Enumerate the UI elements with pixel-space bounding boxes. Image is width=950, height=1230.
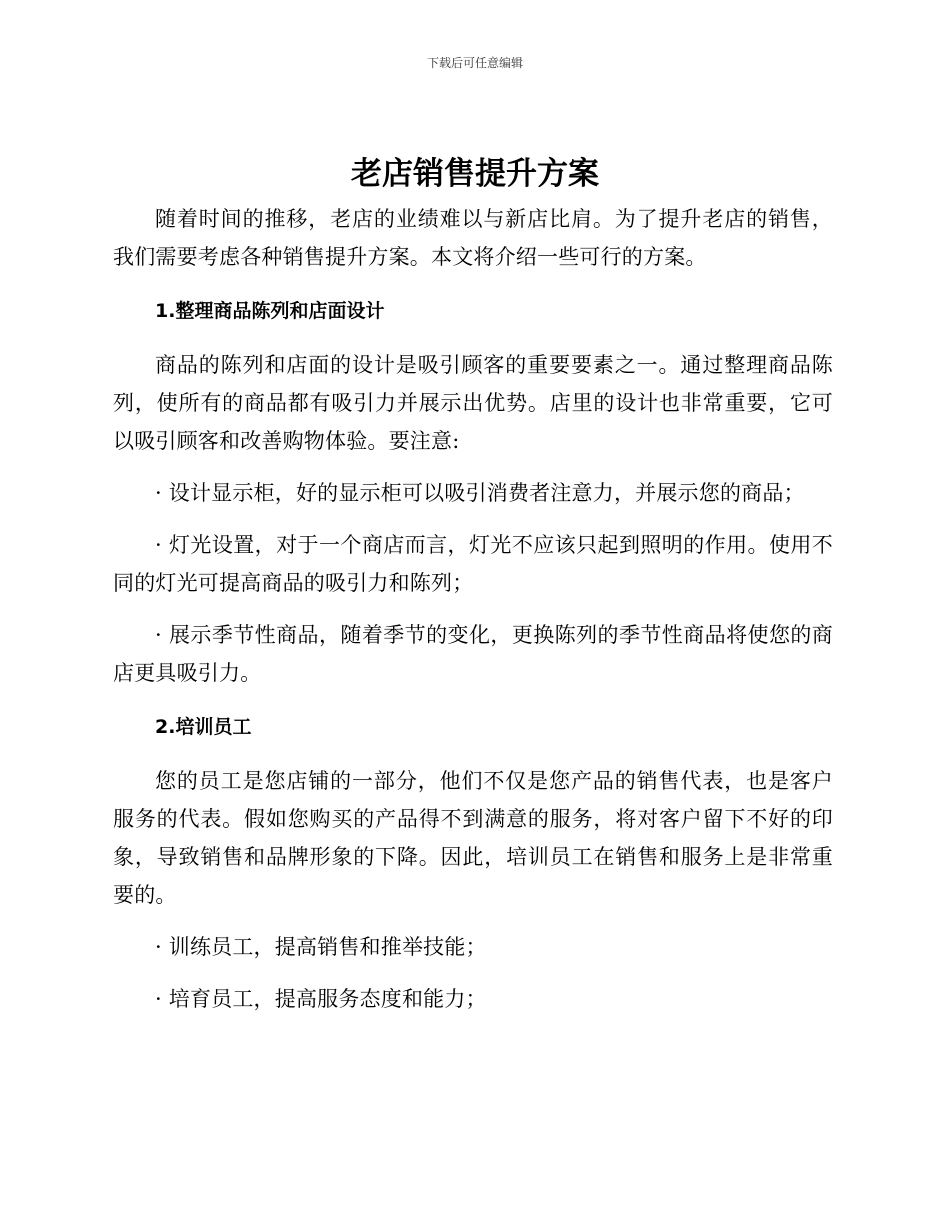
section-1-bullet: · 设计显示柜，好的显示柜可以吸引消费者注意力，并展示您的商品； [155, 481, 805, 505]
section-1-bullet: · 灯光设置，对于一个商店而言，灯光不应该只起到照明的作用。使用不同的灯光可提高商品的吸引力和陈列； [113, 533, 833, 595]
intro-paragraph: 随着时间的推移，老店的业绩难以与新店比肩。为了提升老店的销售，我们需要考虑各种销售提升方案。本文将介绍一些可行的方案。 [113, 207, 833, 269]
section-1-paragraph: 商品的陈列和店面的设计是吸引顾客的重要要素之一。通过整理商品陈列，使所有的商品都有吸引力并展示出优势。店里的设计也非常重要，它可以吸引顾客和改善购物体验。要注意: [113, 353, 833, 453]
document-body [113, 200, 833, 1018]
section-1-heading: 1.整理商品陈列和店面设计 [155, 300, 385, 322]
section-1-bullet: · 展示季节性商品，随着季节的变化，更换陈列的季节性商品将使您的商店更具吸引力。 [113, 623, 833, 685]
section-2-bullet: · 训练员工，提高销售和推举技能； [155, 935, 487, 959]
document-title: 老店销售提升方案 [351, 156, 599, 192]
section-2-paragraph: 您的员工是您店铺的一部分，他们不仅是您产品的销售代表，也是客户服务的代表。假如您购买的产品得不到满意的服务，将对客户留下不好的印象，导致销售和品牌形象的下降。因此，培训员工在销售和服务上是非常重要的。 [113, 769, 833, 907]
header-note: 下载后可任意编辑 [426, 56, 523, 70]
section-2-bullet: · 培育员工，提高服务态度和能力； [155, 987, 487, 1011]
section-2-heading: 2.培训员工 [155, 716, 252, 738]
